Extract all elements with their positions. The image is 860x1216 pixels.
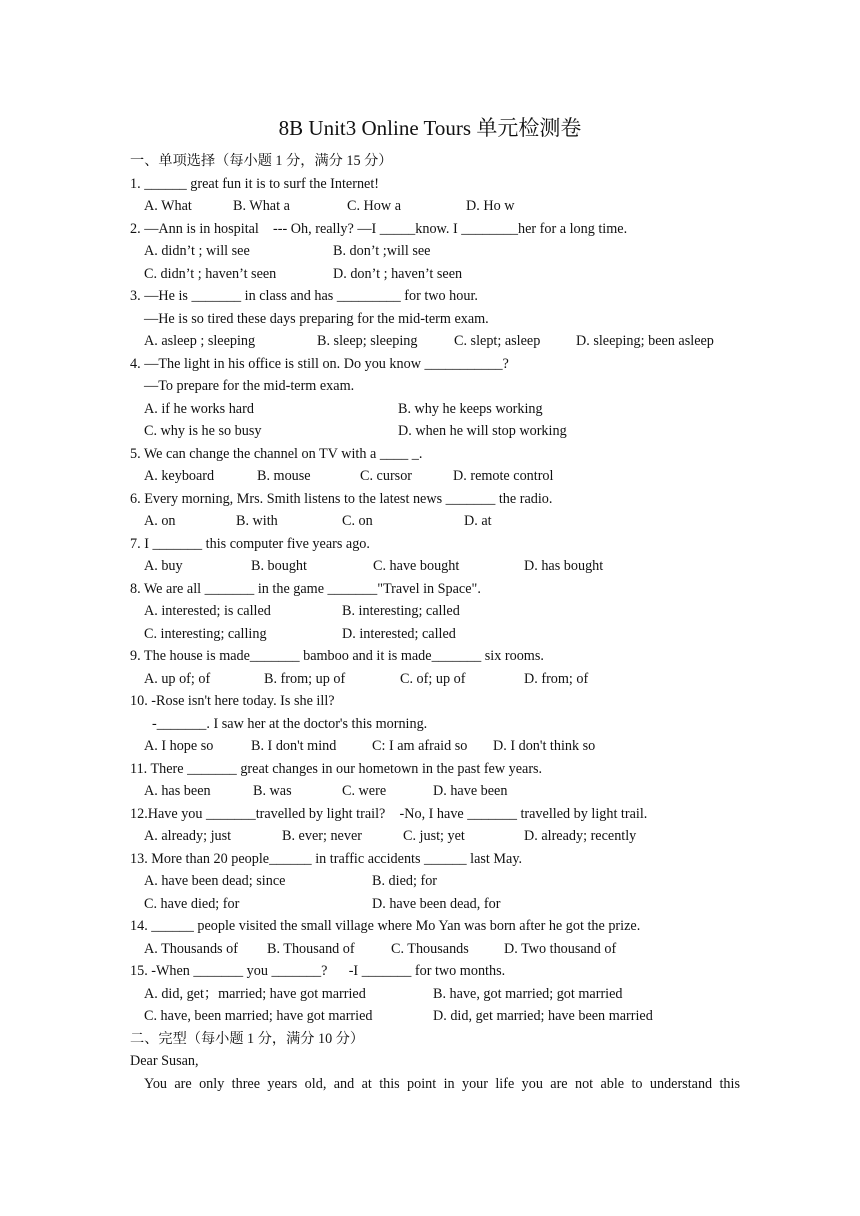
option-d: D. sleeping; been asleep xyxy=(576,333,714,349)
option-b: B. died; for xyxy=(372,873,438,889)
question-stem: 7. I _______ this computer five years ago. xyxy=(130,535,370,552)
option-row xyxy=(130,938,740,961)
option-a: A. already; just xyxy=(144,828,232,844)
option-c: C. have bought xyxy=(373,558,460,574)
section-heading: 一、单项选择（每小题 1 分，满分 15 分） xyxy=(130,153,393,169)
option-c: C. on xyxy=(342,513,373,529)
option-b: B. with xyxy=(236,513,278,529)
letter-greeting: Dear Susan, xyxy=(130,1053,199,1069)
option-a: A. I hope so xyxy=(144,738,214,754)
question-stem-reply: —To prepare for the mid-term exam. xyxy=(144,378,355,394)
option-row xyxy=(130,983,740,1006)
option-b: B. What a xyxy=(233,198,290,214)
option-c: C. interesting; calling xyxy=(144,625,267,642)
option-d: D. Ho w xyxy=(466,198,515,214)
option-d: D. at xyxy=(464,513,492,529)
option-d: D. did, get married; have been married xyxy=(433,1008,653,1024)
option-row xyxy=(130,600,740,623)
option-a: A. up of; of xyxy=(144,670,211,687)
question-stem-reply: —He is so tired these days preparing for the mid-term exam. xyxy=(144,310,489,327)
option-row xyxy=(130,1005,740,1028)
question-stem: 12.Have you _______travelled by light trail? -No, I have _______ travelled by light trail. xyxy=(130,805,648,822)
option-a: A. What xyxy=(144,198,192,214)
option-a: A. interested; is called xyxy=(144,603,271,619)
letter-body: You are only three years old, and at this point in your life you are not able to understand this xyxy=(144,1075,740,1092)
option-c: C. slept; asleep xyxy=(454,333,541,349)
option-row xyxy=(130,623,740,646)
question-list xyxy=(130,150,740,1095)
option-a: A. didn’t ; will see xyxy=(144,243,250,259)
question-stem: 2. —Ann is in hospital --- Oh, really? —I _____know. I ________her for a long time. xyxy=(130,220,628,237)
option-a: A. has been xyxy=(144,783,211,799)
option-b: B. why he keeps working xyxy=(398,400,543,417)
option-a: A. have been dead; since xyxy=(144,873,286,889)
option-d: D. already; recently xyxy=(524,828,637,844)
option-b: B. don’t ;will see xyxy=(333,243,431,259)
option-b: B. ever; never xyxy=(282,828,362,844)
question-stem: 10. -Rose isn't here today. Is she ill? xyxy=(130,693,335,709)
option-row xyxy=(130,420,740,443)
option-row xyxy=(130,870,740,893)
option-row xyxy=(130,240,740,263)
option-c: C: I am afraid so xyxy=(372,738,468,754)
option-b: B. have, got married; got married xyxy=(433,985,623,1002)
question-stem: 1. ______ great fun it is to surf the Internet! xyxy=(130,175,380,192)
option-row xyxy=(130,195,740,218)
option-b: B. interesting; called xyxy=(342,603,460,619)
option-row xyxy=(130,330,740,353)
option-b: B. Thousand of xyxy=(267,940,355,957)
option-d: D. Two thousand of xyxy=(504,940,617,957)
option-c: C. have died; for xyxy=(144,895,240,912)
question-stem: 5. We can change the channel on TV with a ____ _. xyxy=(130,445,423,462)
option-c: C. didn’t ; haven’t seen xyxy=(144,265,277,282)
question-stem: 14. ______ people visited the small village where Mo Yan was born after he got the prize. xyxy=(130,918,641,934)
question-stem: 4. —The light in his office is still on. Do you know ___________? xyxy=(130,355,509,372)
option-a: A. asleep ; sleeping xyxy=(144,333,256,349)
question-stem: 3. —He is _______ in class and has _________ for two hour. xyxy=(130,288,478,304)
question-stem: 6. Every morning, Mrs. Smith listens to the latest news _______ the radio. xyxy=(130,490,553,507)
option-b: B. was xyxy=(253,783,292,799)
option-a: A. keyboard xyxy=(144,468,215,484)
question-stem: 11. There _______ great changes in our hometown in the past few years. xyxy=(130,760,543,777)
option-d: D. have been xyxy=(433,783,508,799)
option-b: B. I don't mind xyxy=(251,738,337,754)
option-row xyxy=(130,263,740,286)
option-c: C. of; up of xyxy=(400,670,466,687)
option-c: C. just; yet xyxy=(403,828,465,844)
option-c: C. have, been married; have got married xyxy=(144,1008,373,1024)
option-row xyxy=(130,398,740,421)
option-a: A. did, get；married; have got married xyxy=(144,985,366,1002)
question-stem-reply: -_______. I saw her at the doctor's this morning. xyxy=(152,715,428,732)
option-d: D. has bought xyxy=(524,558,604,574)
question-stem: 15. -When _______ you _______? -I _______ for two months. xyxy=(130,963,506,979)
option-row xyxy=(130,893,740,916)
option-a: A. on xyxy=(144,513,176,529)
option-row xyxy=(130,555,740,578)
option-d: D. when he will stop working xyxy=(398,423,567,439)
option-b: B. mouse xyxy=(257,468,311,484)
option-d: D. interested; called xyxy=(342,625,456,642)
option-c: C. why is he so busy xyxy=(144,423,262,439)
option-row xyxy=(130,780,740,803)
option-c: C. Thousands xyxy=(391,940,469,957)
option-row xyxy=(130,668,740,691)
option-d: D. don’t ; haven’t seen xyxy=(333,265,463,282)
question-stem: 9. The house is made_______ bamboo and it is made_______ six rooms. xyxy=(130,648,544,664)
option-d: D. remote control xyxy=(453,468,554,484)
option-row xyxy=(130,735,740,758)
option-b: B. from; up of xyxy=(264,670,346,687)
question-stem: 13. More than 20 people______ in traffic accidents ______ last May. xyxy=(130,850,523,867)
option-a: A. Thousands of xyxy=(144,940,238,957)
option-d: D. have been dead, for xyxy=(372,895,501,912)
option-d: D. from; of xyxy=(524,670,589,687)
option-row xyxy=(130,465,740,488)
option-a: A. buy xyxy=(144,558,183,574)
option-row xyxy=(130,510,740,533)
option-c: C. cursor xyxy=(360,468,413,484)
question-stem: 8. We are all _______ in the game _______"Travel in Space". xyxy=(130,580,481,597)
section-heading: 二、完型（每小题 1 分，满分 10 分） xyxy=(130,1030,365,1047)
option-c: C. How a xyxy=(347,198,401,214)
option-b: B. sleep; sleeping xyxy=(317,333,418,349)
option-d: D. I don't think so xyxy=(493,738,596,754)
option-row xyxy=(130,825,740,848)
option-c: C. were xyxy=(342,783,387,799)
page-title: 8B Unit3 Online Tours 单元检测卷 xyxy=(278,116,582,140)
option-a: A. if he works hard xyxy=(144,400,254,417)
option-b: B. bought xyxy=(251,558,307,574)
